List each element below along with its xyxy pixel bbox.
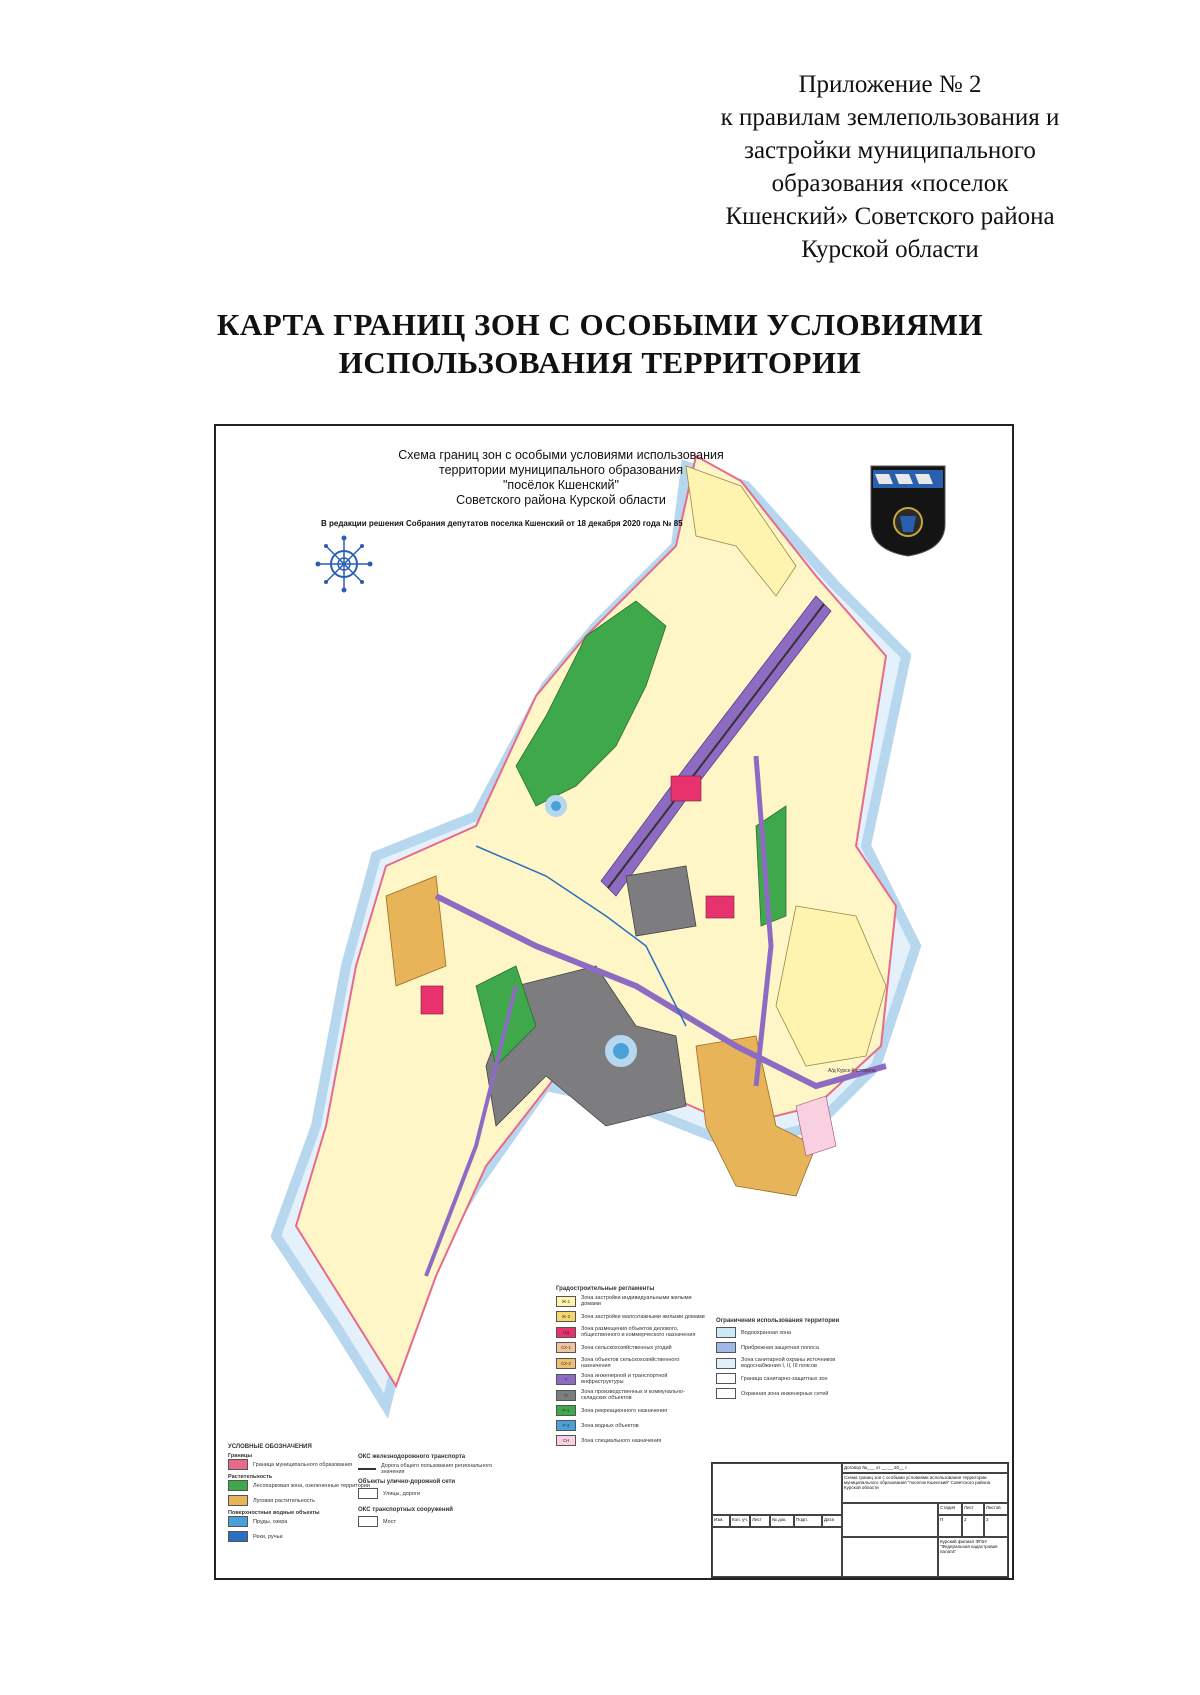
zone-legend-item	[556, 1405, 706, 1416]
zone-legend-item	[556, 1311, 706, 1322]
stamp-stage-value: П	[938, 1515, 962, 1537]
map-sheet	[214, 424, 1014, 1580]
zone-legend-label: Зона застройки малоэтажными жилыми домами	[581, 1313, 705, 1320]
zone-swatch: Ж-2	[556, 1311, 576, 1322]
roads-item-label: Улицы, дороги	[383, 1490, 421, 1497]
zone-legend-label: Зона сельскохозяйственных угодий	[581, 1344, 672, 1351]
restriction-legend-item	[716, 1373, 866, 1384]
stamp-column-header: Изм.	[712, 1515, 730, 1527]
transport-legend-title: ОКС железнодорожного транспорта	[358, 1454, 466, 1460]
zone-legend-label: Зона инженерной и транспортной инфраструктуры	[581, 1373, 668, 1385]
legend-item-label: Лесопарковая зона, озелененные территории	[253, 1482, 370, 1489]
appendix-line: Кшенский» Советского района	[725, 203, 1055, 230]
zone-legend-label: Зона рекреационного назначения	[581, 1407, 668, 1414]
public-zone	[706, 896, 734, 918]
legend-swatch	[228, 1480, 248, 1491]
coat-of-arms-icon	[869, 464, 947, 558]
stamp-description	[842, 1537, 938, 1577]
main-legend-title: УСЛОВНЫЕ ОБОЗНАЧЕНИЯ	[228, 1444, 312, 1450]
zone-swatch: П	[556, 1390, 576, 1401]
document-title	[200, 306, 1000, 382]
zone-swatch: СХ-1	[556, 1342, 576, 1353]
zone-legend-item	[556, 1342, 706, 1353]
zone-swatch: Р-1	[556, 1405, 576, 1416]
stamp-stage-header: Лист	[962, 1503, 984, 1515]
restriction-legend-label: Прибрежная защитная полоса	[741, 1344, 819, 1351]
stamp-title: Схема границ зон с особыми условиями использования территории муниципального образования "поселок Кшенский" Советского района Курской области	[842, 1473, 1008, 1503]
restrictions-legend	[716, 1318, 866, 1403]
stamp-column-header: № док.	[770, 1515, 794, 1527]
legend-item	[228, 1531, 488, 1542]
zone-swatch: Р-2	[556, 1420, 576, 1431]
pond	[548, 798, 564, 814]
map-title-line: Советского района Курской области	[456, 493, 666, 507]
legend-item-label: Реки, ручьи	[253, 1533, 283, 1540]
restriction-swatch	[716, 1388, 736, 1399]
transport-item-label: Дорога общего пользования регионального значения	[381, 1463, 493, 1475]
road-swatch	[358, 1488, 378, 1499]
compass-rose-icon	[314, 534, 374, 594]
zone-legend-item	[556, 1389, 706, 1401]
zone-swatch: СН	[556, 1435, 576, 1446]
zone-legend-label: Зона размещения объектов делового, общественного и коммерческого назначения	[581, 1326, 696, 1338]
zone-legend-item	[556, 1295, 706, 1307]
stamp-subtitle	[842, 1503, 938, 1537]
zone-legend-item	[556, 1326, 706, 1338]
legend-swatch	[228, 1495, 248, 1506]
appendix-line: образования «поселок	[771, 170, 1009, 197]
restriction-legend-item	[716, 1342, 866, 1353]
restriction-swatch	[716, 1342, 736, 1353]
legend-swatch	[228, 1459, 248, 1470]
stamp-column-header: Подп.	[794, 1515, 822, 1527]
zone-legend-label: Зона специального назначения	[581, 1437, 662, 1444]
legend-swatch	[228, 1531, 248, 1542]
zone-legend-item	[556, 1435, 706, 1446]
appendix-line: Приложение № 2	[798, 71, 982, 98]
zone-swatch: Т	[556, 1374, 576, 1385]
restriction-legend-item	[716, 1357, 866, 1369]
railway-swatch	[358, 1468, 376, 1470]
stamp-revision-grid	[712, 1463, 842, 1515]
zone-legend-label: Зона объектов сельскохозяйственного назначения	[581, 1357, 680, 1369]
zone-legend-item	[556, 1420, 706, 1431]
restriction-legend-label: Зона санитарной охраны источников водоснабжения I, II, III поясов	[741, 1357, 836, 1369]
legend-group-heading: Границы	[228, 1453, 253, 1459]
zone-swatch: ОД	[556, 1327, 576, 1338]
zone-legend	[556, 1286, 706, 1450]
stamp-column-header: Лист	[750, 1515, 770, 1527]
structures-item-label: Мост	[383, 1518, 396, 1525]
zone-legend-title: Градостроительные регламенты	[556, 1286, 655, 1292]
restriction-legend-label: Охранная зона инженерных сетей	[741, 1390, 829, 1397]
map-title	[351, 448, 771, 508]
zone-legend-label: Зона производственных и коммунально-складских объектов	[581, 1389, 685, 1401]
structures-legend-title: ОКС транспортных сооружений	[358, 1507, 453, 1513]
appendix-line: Курской области	[801, 236, 979, 263]
map-title-line: Схема границ зон с особыми условиями использования	[398, 448, 724, 462]
stamp-stage-header: Листов	[984, 1503, 1008, 1515]
stamp-column-header: Кол. уч.	[730, 1515, 750, 1527]
industrial-zone-east	[626, 866, 696, 936]
document-title-line: ИСПОЛЬЗОВАНИЯ ТЕРРИТОРИИ	[338, 345, 862, 380]
appendix-line: застройки муниципального	[744, 137, 1036, 164]
roads-legend-title: Объекты улично-дорожной сети	[358, 1479, 456, 1485]
zone-swatch: Ж-1	[556, 1296, 576, 1307]
appendix-header	[660, 68, 1120, 266]
restriction-legend-label: Водоохранная зона	[741, 1329, 791, 1336]
appendix-line: к правилам землепользования и	[720, 104, 1060, 131]
agricultural-zone-west	[386, 876, 446, 986]
zone-legend-item	[556, 1373, 706, 1385]
map-subtitle: В редакции решения Собрания депутатов поселка Кшенский от 18 декабря 2020 года № 85	[321, 519, 683, 528]
title-block-stamp	[711, 1462, 1009, 1578]
bridge-swatch	[358, 1516, 378, 1527]
zone-legend-item	[556, 1357, 706, 1369]
zone-legend-label: Зона застройки индивидуальными жилыми домами	[581, 1295, 692, 1307]
map-title-line: территории муниципального образования	[439, 463, 683, 477]
legend-swatch	[228, 1516, 248, 1527]
stamp-column-header: Дата	[822, 1515, 842, 1527]
legend-item-label: Пруды, озера	[253, 1518, 288, 1525]
legend-item-label: Граница муниципального образования	[253, 1461, 353, 1468]
stamp-stage-value: 2	[962, 1515, 984, 1537]
stamp-stage-header: Стадия	[938, 1503, 962, 1515]
restriction-legend-label: Граница санитарно-защитных зон	[741, 1375, 828, 1382]
stamp-stage-value: 2	[984, 1515, 1008, 1537]
legend-item-label: Луговая растительность	[253, 1497, 315, 1504]
restriction-swatch	[716, 1373, 736, 1384]
stamp-signatures	[712, 1527, 842, 1577]
map-title-line: "посёлок Кшенский"	[503, 478, 619, 492]
restriction-swatch	[716, 1327, 736, 1338]
stamp-doc-ref: Договор №___ от __.__.20__ г.	[842, 1463, 1008, 1473]
restrictions-legend-title: Ограничения использования территории	[716, 1318, 840, 1324]
restriction-swatch	[716, 1358, 736, 1369]
legend-group-heading: Поверхностные водные объекты	[228, 1510, 320, 1516]
zone-legend-label: Зона водных объектов	[581, 1422, 639, 1429]
public-zone	[671, 776, 701, 801]
public-zone	[421, 986, 443, 1014]
legend-group-heading: Растительность	[228, 1474, 273, 1480]
road-label: А/д Курск-Касторное	[828, 1068, 876, 1074]
zone-swatch: СХ-2	[556, 1358, 576, 1369]
restriction-legend-item	[716, 1388, 866, 1399]
pond	[609, 1039, 633, 1063]
transport-legend	[358, 1454, 508, 1531]
stamp-organization: Курский филиал ФГБУ "Федеральная кадастровая палата"	[938, 1537, 1008, 1577]
restriction-legend-item	[716, 1327, 866, 1338]
document-title-line: КАРТА ГРАНИЦ ЗОН С ОСОБЫМИ УСЛОВИЯМИ	[216, 307, 984, 342]
